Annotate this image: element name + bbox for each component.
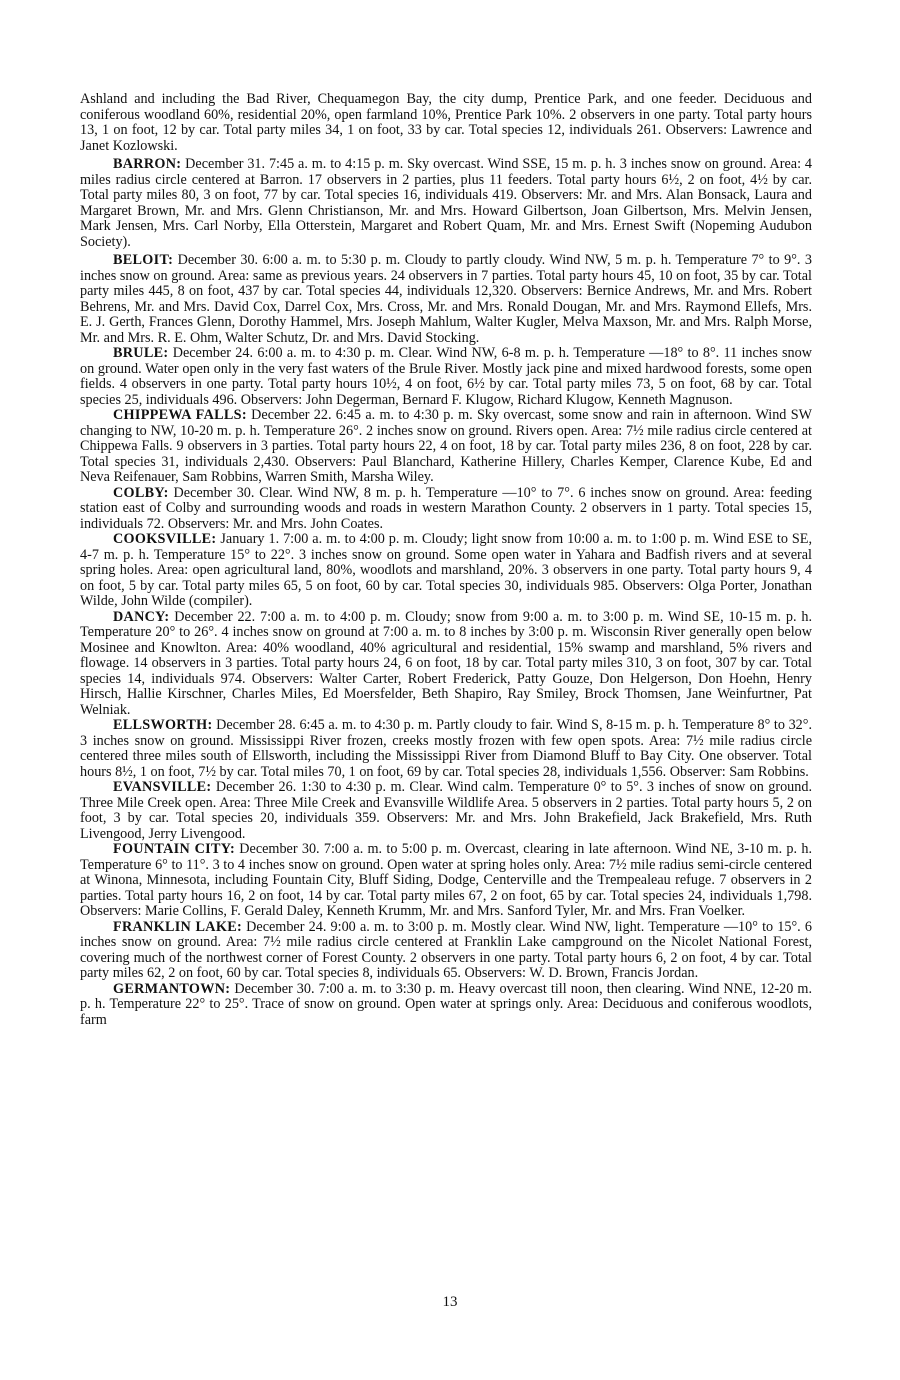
place-name: EVANSVILLE: xyxy=(113,779,212,795)
entry-colby xyxy=(80,486,812,533)
place-name: BARRON: xyxy=(113,156,182,172)
place-name: FOUNTAIN CITY: xyxy=(113,841,235,857)
entry-chippewa-falls xyxy=(80,408,812,486)
entry-text: December 24. 6:00 a. m. to 4:30 p. m. Clear. Wind NW, 6-8 m. p. h. Temperature —18° to 8°. 11 inches snow on ground. Water open only in the very fast waters of the Brule River. Mostly jack pine and mixed hardwood forests, some open fields. 4 observers in one party. Total party hours 10½, 4 on foot, 6½ by car. Total party miles 73, 5 on foot, 68 by car. Total species 25, individuals 496. Observers: John Degerman, Bernard F. Klugow, Richard Klugow, Kenneth Magnuson. xyxy=(80,345,812,408)
entry-ellsworth xyxy=(80,718,812,780)
entry-text: December 22. 7:00 a. m. to 4:00 p. m. Cloudy; snow from 9:00 a. m. to 3:00 p. m. Wind SE, 10-15 m. p. h. Temperature 20° to 26°. 4 inches snow on ground at 7:00 a. m. to 8 inches by 3:00 p. m. Wisconsin River generally open below Mosinee and Knowlton. Area: 40% woodland, 40% agricultural and residential, 15% swamp and marshland, 5% rivers and flowage. 14 observers in 3 parties. Total party hours 24, 6 on foot, 18 by car. Total party miles 310, 3 on foot, 307 by car. Total species 14, individuals 974. Observers: Walter Carter, Robert Frederick, Patty Gouze, Don Helgerson, Don Hoehn, Henry Hirsch, Hallie Kirschner, Charles Miles, Ed Moersfelder, Beth Shapiro, Ray Smiley, Brock Thomsen, Jane Weinfurtner, Pat Welniak. xyxy=(80,608,812,718)
entry-evansville xyxy=(80,780,812,842)
place-name: DANCY: xyxy=(113,608,170,625)
entry-barron xyxy=(80,157,812,250)
entry-ashland-continuation: Ashland and including the Bad River, Chequamegon Bay, the city dump, Prentice Park, and one feeder. Deciduous and coniferous woodland 60%, residential 20%, open farmland 10%, Prentice Park 10%. 2 observers in one party. Total party hours 13, 1 on foot, 12 by car. Total party miles 34, 1 on foot, 33 by car. Total species 12, individuals 261. Observers: Lawrence and Janet Kozlowski. xyxy=(80,91,812,154)
place-name: COLBY: xyxy=(113,484,169,501)
entry-text: December 30. 7:00 a. m. to 3:30 p. m. Heavy overcast till noon, then clearing. Wind NNE, 12-20 m. p. h. Temperature 22° to 25°. Trace of snow on ground. Open water at springs only. Area: Deciduous and coniferous woodlots, farm xyxy=(80,980,812,1028)
entry-brule xyxy=(80,346,812,408)
place-name: COOKSVILLE: xyxy=(113,531,217,547)
place-name: BELOIT: xyxy=(113,252,174,268)
place-name: FRANKLIN LAKE: xyxy=(113,918,242,935)
entry-text: December 26. 1:30 to 4:30 p. m. Clear. Wind calm. Temperature 0° to 5°. 3 inches of snow on ground. Three Mile Creek open. Area: Three Mile Creek and Evansville Wildlife Area. 5 observers in 2 parties. Total party hours 5, 2 on foot, 3 by car. Total species 20, individuals 359. Observers: Mr. and Mrs. John Brakefield, Jack Brakefield, Mrs. Ruth Livengood, Jerry Livengood. xyxy=(80,779,812,842)
entry-text: December 30. Clear. Wind NW, 8 m. p. h. Temperature —10° to 7°. 6 inches snow on ground. Area: feeding station east of Colby and surrounding woods and roads in western Marathon County. 2 observers in 1 party. Total species 15, individuals 72. Observers: Mr. and Mrs. John Coates. xyxy=(80,484,812,532)
place-name: GERMANTOWN: xyxy=(113,980,231,997)
place-name: CHIPPEWA FALLS: xyxy=(113,407,247,423)
entry-germantown xyxy=(80,982,812,1029)
place-name: ELLSWORTH: xyxy=(113,717,213,733)
entry-text: December 22. 6:45 a. m. to 4:30 p. m. Sky overcast, some snow and rain in afternoon. Wind SW changing to NW, 10-20 m. p. h. Temperature 26°. 2 inches snow on ground. Rivers open. Area: 7½ mile radius circle centered at Chippewa Falls. 9 observers in 3 parties. Total party hours 22, 4 on foot, 18 by car. Total party miles 236, 8 on foot, 228 by car. Total species 31, individuals 2,430. Observers: Paul Blanchard, Katherine Hillery, Charles Kemper, Clarence Kube, Ed and Neva Reifenauer, Sam Robbins, Warren Smith, Marsha Wiley. xyxy=(80,407,812,485)
entry-text: December 28. 6:45 a. m. to 4:30 p. m. Partly cloudy to fair. Wind S, 8-15 m. p. h. Temperature 8° to 32°. 3 inches snow on ground. Mississippi River frozen, creeks mostly frozen with few open spots. Area: 7½ mile radius circle centered three miles south of Ellsworth, including the Mississippi River from Diamond Bluff to Bay City. One observer. Total hours 8½, 1 on foot, 7½ by car. Total miles 70, 1 on foot, 69 by car. Total species 28, individuals 1,556. Observer: Sam Robbins. xyxy=(80,717,812,780)
report-body xyxy=(80,92,812,1028)
entry-text: December 31. 7:45 a. m. to 4:15 p. m. Sky overcast. Wind SSE, 15 m. p. h. 3 inches snow on ground. Area: 4 miles radius circle centered at Barron. 17 observers in 2 parties, plus 11 feeders. Total party hours 6½, 2 on foot, 4½ by car. Total party miles 80, 3 on foot, 77 by car. Total species 16, individuals 419. Observers: Mr. and Mrs. Alan Bonsack, Laura and Margaret Brown, Mr. and Mrs. Glenn Christianson, Mr. and Mrs. Howard Gilbertson, Joan Gilbertson, Mrs. Melvin Jensen, Mark Jensen, Mrs. Carl Norby, Ella Otterstein, Margaret and Robert Quam, Mr. and Mrs. Ernest Swift (Nopeming Audubon Society). xyxy=(80,156,812,250)
entry-text: December 30. 6:00 a. m. to 5:30 p. m. Cloudy to partly cloudy. Wind NW, 5 m. p. h. Temperature 7° to 9°. 3 inches snow on ground. Area: same as previous years. 24 observers in 7 parties. Total party hours 45, 10 on foot, 35 by car. Total party miles 445, 8 on foot, 437 by car. Total species 44, individuals 12,320. Observers: Bernice Andrews, Mr. and Mrs. Robert Behrens, Mr. and Mrs. David Cox, Darrel Cox, Mrs. Cross, Mr. and Mrs. Ronald Dougan, Mr. and Mrs. Raymond Ellefs, Mrs. E. J. Gerth, Frances Glenn, Dorothy Hammel, Mrs. Joseph Mahlum, Walter Kugler, Melva Maxson, Mr. and Mrs. Ralph Morse, Mr. and Mrs. R. E. Ohm, Walter Schutz, Dr. and Mrs. David Stocking. xyxy=(80,252,812,346)
entry-beloit xyxy=(80,253,812,346)
page-number: 13 xyxy=(442,1294,458,1310)
entry-fountain-city xyxy=(80,842,812,920)
entry-franklin-lake xyxy=(80,920,812,982)
entry-text: January 1. 7:00 a. m. to 4:00 p. m. Cloudy; light snow from 10:00 a. m. to 1:00 p. m. Wind ESE to SE, 4-7 m. p. h. Temperature 15° to 22°. 3 inches snow on ground. Some open water in Yahara and Badfish rivers and at several spring holes. Area: open agricultural land, 80%, woodlots and marshland, 20%. 3 observers in one party. Total party hours 9, 4 on foot, 5 by car. Total party miles 65, 5 on foot, 60 by car. Total species 30, individuals 985. Observers: Olga Porter, Jonathan Wilde, John Wilde (compiler). xyxy=(80,531,812,609)
entry-text: December 24. 9:00 a. m. to 3:00 p. m. Mostly clear. Wind NW, light. Temperature —10° to 15°. 6 inches snow on ground. Area: 7½ mile radius circle centered at Franklin Lake campground on the Nicolet National Forest, covering much of the northwest corner of Forest County. 2 observers in one party. Total party hours 6, 2 on foot, 4 by car. Total party miles 62, 2 on foot, 60 by car. Total species 8, individuals 65. Observers: W. D. Brown, Francis Jordan. xyxy=(80,918,812,981)
entry-text: December 30. 7:00 a. m. to 5:00 p. m. Overcast, clearing in late afternoon. Wind NE, 3-10 m. p. h. Temperature 6° to 11°. 3 to 4 inches snow on ground. Open water at spring holes only. Area: 7½ mile radius semi-circle centered at Winona, Minnesota, including Fountain City, Bluff Siding, Dodge, Centerville and the Trempealeau refuge. 7 observers in 2 parties. Total party hours 16, 2 on foot, 14 by car. Total party miles 67, 2 on foot, 65 by car. Total species 24, individuals 1,798. Observers: Marie Collins, F. Gerald Daley, Kenneth Krumm, Mr. and Mrs. Sanford Tyler, Mr. and Mrs. Fran Voelker. xyxy=(80,841,812,919)
entry-dancy xyxy=(80,610,812,719)
place-name: BRULE: xyxy=(113,345,169,361)
entry-cooksville xyxy=(80,532,812,610)
